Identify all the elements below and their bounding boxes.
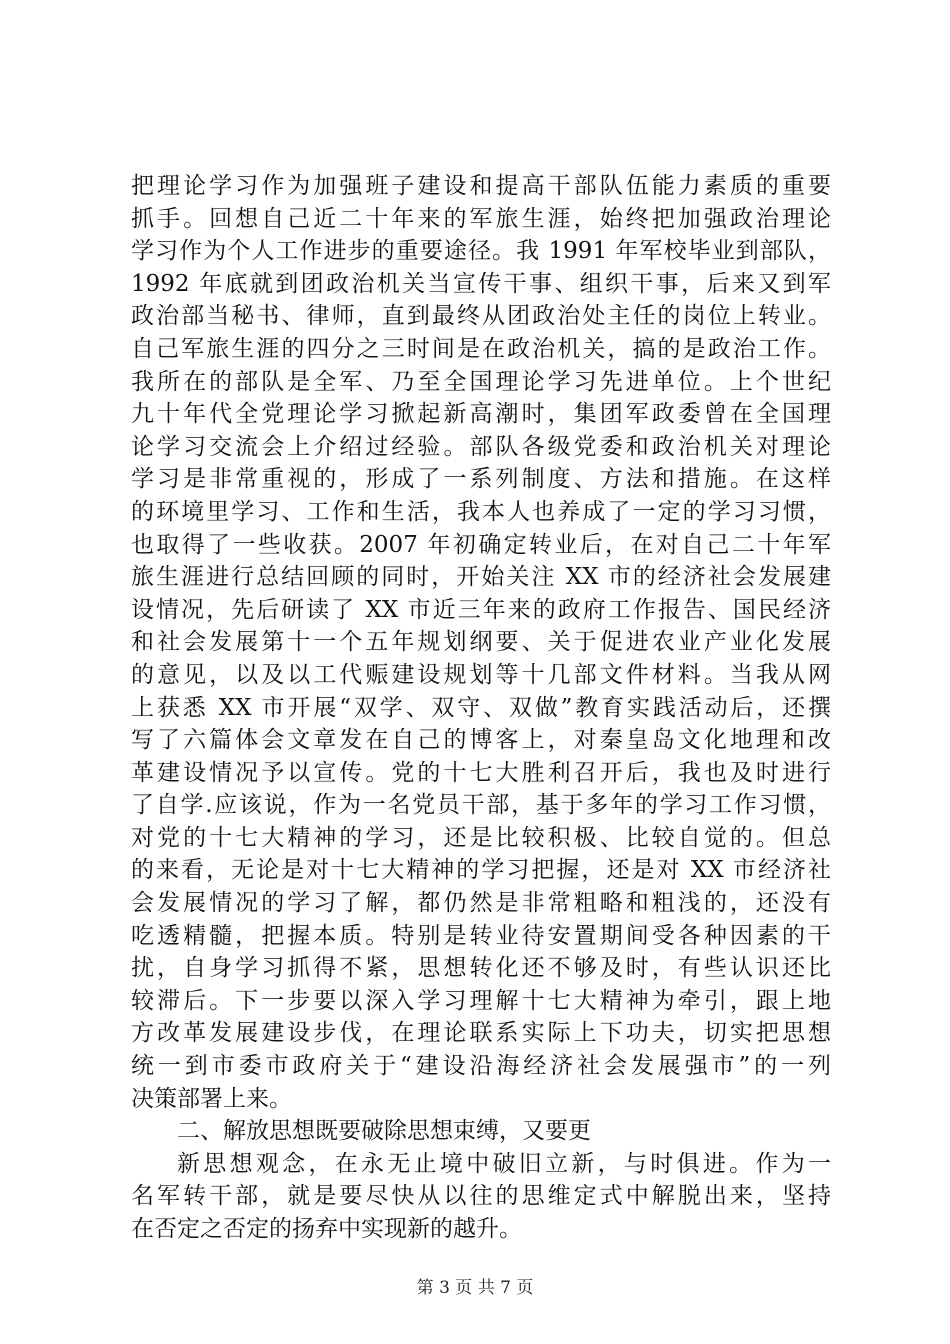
text-line: 统一到市委市政府关于“建设沿海经济社会发展强市”的一列	[131, 1053, 831, 1080]
text-line: 在否定之否定的扬弃中实现新的越升。	[131, 1216, 522, 1242]
text-line: 革建设情况予以宣传。党的十七大胜利召开后，我也及时进行	[131, 759, 831, 786]
text-line: 九十年代全党理论学习掀起新高潮时，集团军政委曾在全国理	[131, 401, 831, 428]
text-line: 决策部署上来。	[131, 1085, 292, 1112]
text-line: 上获悉 XX 市开展“双学、双守、双做”教育实践活动后，还撰	[131, 694, 831, 721]
text-line: 和社会发展第十一个五年规划纲要、关于促进农业产业化发展	[131, 629, 831, 656]
text-line: 抓手。回想自己近二十年来的军旅生涯，始终把加强政治理论	[131, 205, 831, 232]
text-line: 的来看，无论是对十七大精神的学习把握，还是对 XX 市经济社	[131, 857, 831, 884]
text-line: 设情况，先后研读了 XX 市近三年来的政府工作报告、国民经济	[131, 596, 831, 623]
text-line: 政治部当秘书、律师，直到最终从团政治处主任的岗位上转业。	[131, 303, 831, 330]
text-line: 对党的十七大精神的学习，还是比较积极、比较自觉的。但总	[131, 824, 831, 851]
text-line: 自己军旅生涯的四分之三时间是在政治机关，搞的是政治工作。	[131, 335, 831, 362]
text-line: 学习作为个人工作进步的重要途径。我 1991 年军校毕业到部队，	[131, 238, 831, 265]
page-footer: 第 3 页 共 7 页	[416, 1278, 534, 1298]
text-line: 较滞后。下一步要以深入学习理解十七大精神为牵引，跟上地	[131, 987, 831, 1014]
section-heading: 二、解放思想既要破除思想束缚，又要更	[177, 1118, 591, 1145]
text-line: 扰，自身学习抓得不紧，思想转化还不够及时，有些认识还比	[131, 955, 831, 982]
text-line: 方改革发展建设步伐，在理论联系实际上下功夫，切实把思想	[131, 1020, 831, 1047]
text-line: 把理论学习作为加强班子建设和提高干部队伍能力素质的重要	[131, 173, 831, 199]
text-line: 我所在的部队是全军、乃至全国理论学习先进单位。上个世纪	[131, 368, 831, 395]
text-line: 的意见，以及以工代赈建设规划等十几部文件材料。当我从网	[131, 661, 831, 688]
text-line: 1992 年底就到团政治机关当宣传干事、组织干事，后来又到军	[131, 270, 831, 297]
text-line: 会发展情况的学习了解，都仍然是非常粗略和粗浅的，还没有	[131, 890, 831, 917]
text-line: 新思想观念，在永无止境中破旧立新，与时俱进。作为一	[177, 1150, 831, 1177]
text-line: 学习是非常重视的，形成了一系列制度、方法和措施。在这样	[131, 466, 831, 493]
text-line: 旅生涯进行总结回顾的同时，开始关注 XX 市的经济社会发展建	[131, 564, 831, 591]
text-line: 了自学.应该说，作为一名党员干部，基于多年的学习工作习惯，	[131, 792, 831, 819]
text-line: 吃透精髓，把握本质。特别是转业待安置期间受各种因素的干	[131, 922, 831, 949]
text-line: 的环境里学习、工作和生活，我本人也养成了一定的学习习惯，	[131, 498, 831, 525]
body-text	[131, 170, 831, 1246]
text-line: 论学习交流会上介绍过经验。部队各级党委和政治机关对理论	[131, 433, 831, 460]
text-line: 也取得了一些收获。2007 年初确定转业后，在对自己二十年军	[131, 531, 831, 558]
text-line: 写了六篇体会文章发在自己的博客上，对秦皇岛文化地理和改	[131, 727, 831, 754]
text-line: 名军转干部，就是要尽快从以往的思维定式中解脱出来，坚持	[131, 1183, 831, 1210]
